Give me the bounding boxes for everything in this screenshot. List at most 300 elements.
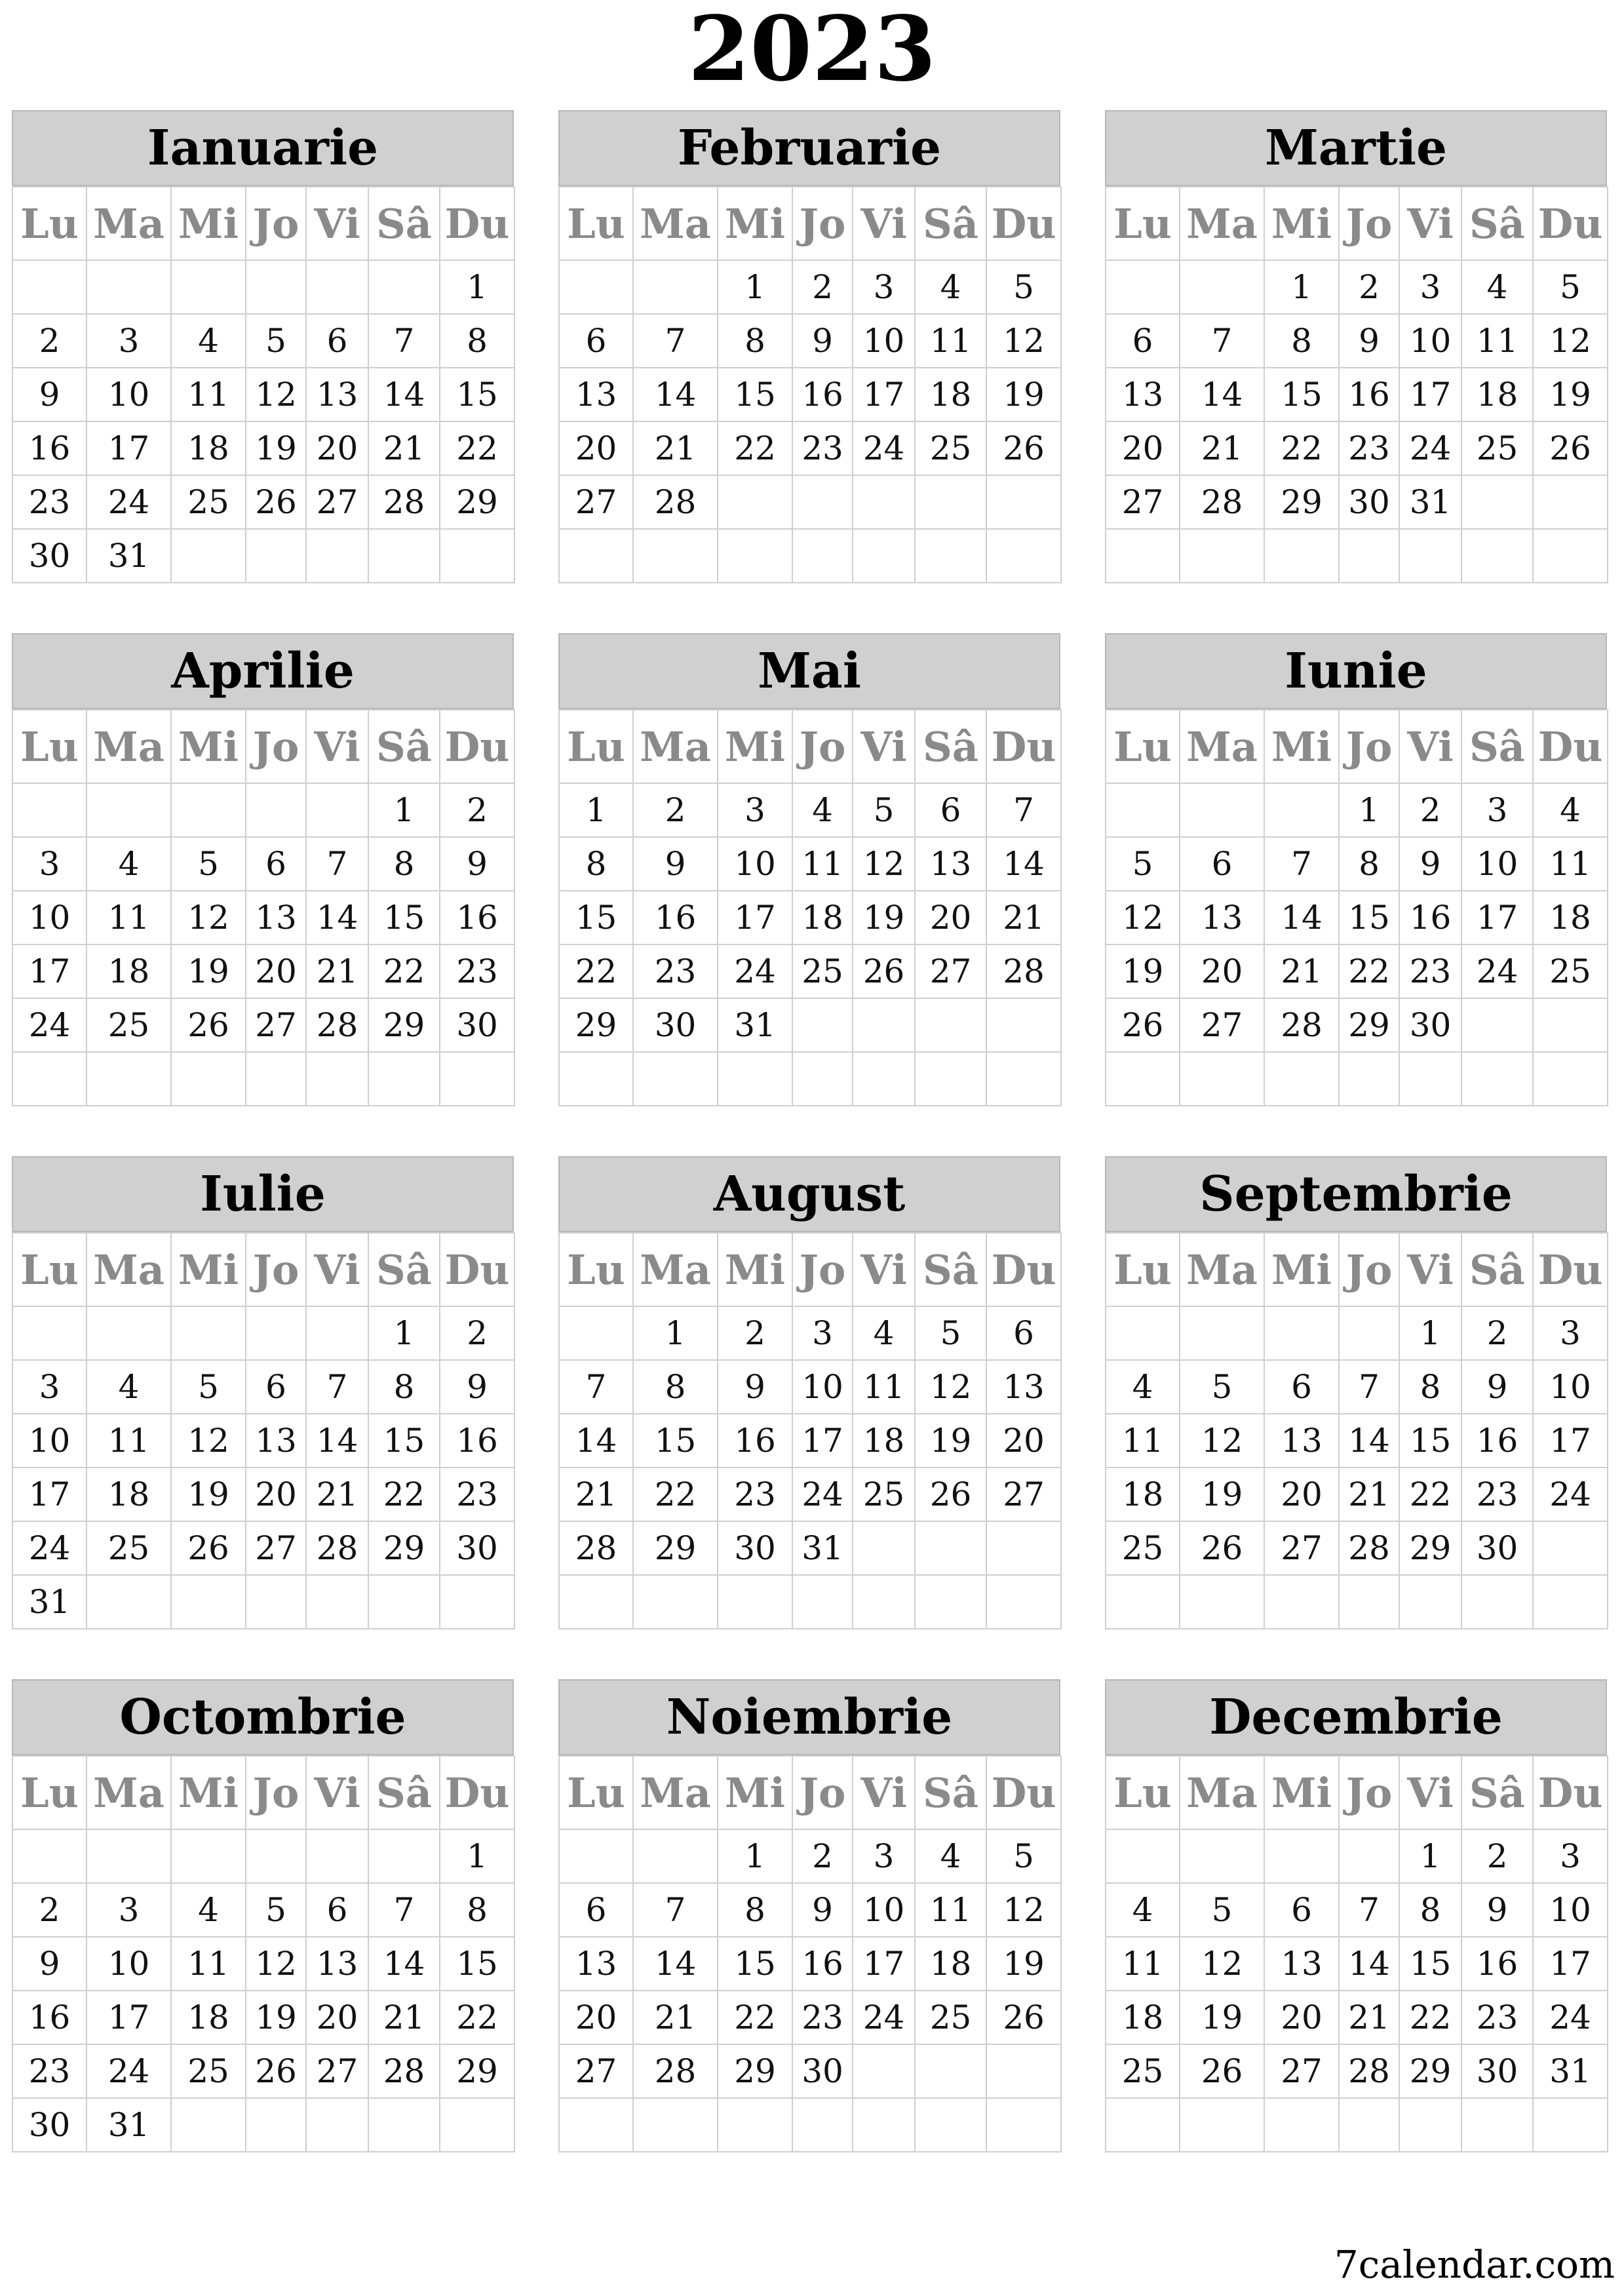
day-cell: 17 <box>792 1414 853 1468</box>
day-cell: 7 <box>368 1883 440 1937</box>
day-cell: 19 <box>853 891 915 944</box>
day-cell: 15 <box>633 1414 718 1468</box>
day-cell: 21 <box>559 1468 633 1521</box>
week-row <box>12 1306 514 1360</box>
weekday-label: Mi <box>1264 1756 1339 1829</box>
day-cell: 20 <box>559 421 633 475</box>
empty-day-cell <box>12 783 87 837</box>
day-cell: 7 <box>559 1360 633 1414</box>
day-cell: 3 <box>1533 1829 1608 1883</box>
day-cell: 16 <box>1339 368 1399 421</box>
weekday-label: Jo <box>792 187 853 260</box>
week-row <box>1106 891 1608 944</box>
weekday-label: Du <box>986 1233 1061 1306</box>
empty-day-cell <box>306 783 368 837</box>
empty-day-cell <box>1533 1575 1608 1629</box>
day-cell: 16 <box>1461 1937 1533 1991</box>
empty-day-cell <box>1106 1306 1180 1360</box>
day-cell: 22 <box>440 1991 514 2044</box>
weekday-label: Sâ <box>368 710 440 783</box>
weekday-label: Ma <box>87 187 171 260</box>
week-row <box>1106 837 1608 891</box>
weekday-label: Lu <box>12 710 87 783</box>
day-cell: 20 <box>1264 1991 1339 2044</box>
empty-day-cell <box>87 1052 171 1106</box>
week-row <box>12 1052 514 1106</box>
empty-day-cell <box>87 1575 171 1629</box>
empty-day-cell <box>1106 529 1180 583</box>
day-cell: 8 <box>440 314 514 368</box>
day-cell: 8 <box>368 837 440 891</box>
empty-day-cell <box>915 529 986 583</box>
empty-day-cell <box>1461 2098 1533 2152</box>
empty-day-cell <box>986 998 1061 1052</box>
day-cell: 21 <box>306 1468 368 1521</box>
day-cell: 9 <box>633 837 718 891</box>
day-cell: 6 <box>246 837 306 891</box>
empty-day-cell <box>171 260 246 314</box>
day-cell: 13 <box>1264 1414 1339 1468</box>
day-cell: 11 <box>853 1360 915 1414</box>
weekday-label: Ma <box>633 1756 718 1829</box>
day-cell: 21 <box>633 421 718 475</box>
day-cell: 12 <box>915 1360 986 1414</box>
week-row <box>559 2044 1061 2098</box>
empty-day-cell <box>986 1521 1061 1575</box>
day-cell: 26 <box>1533 421 1608 475</box>
day-cell: 13 <box>246 891 306 944</box>
day-cell: 20 <box>559 1991 633 2044</box>
day-cell: 14 <box>986 837 1061 891</box>
day-cell: 8 <box>1264 314 1339 368</box>
day-cell: 1 <box>633 1306 718 1360</box>
day-cell: 28 <box>306 1521 368 1575</box>
day-cell: 18 <box>1461 368 1533 421</box>
empty-day-cell <box>1264 1052 1339 1106</box>
day-cell: 1 <box>559 783 633 837</box>
day-cell: 10 <box>1461 837 1533 891</box>
empty-day-cell <box>440 1575 514 1629</box>
weekday-label: Vi <box>306 1756 368 1829</box>
day-cell: 11 <box>1106 1937 1180 1991</box>
day-cell: 13 <box>915 837 986 891</box>
weekday-label: Mi <box>718 1233 792 1306</box>
day-cell: 12 <box>246 368 306 421</box>
week-row <box>1106 1306 1608 1360</box>
day-cell: 25 <box>915 421 986 475</box>
empty-day-cell <box>306 1052 368 1106</box>
weekday-label: Ma <box>87 1233 171 1306</box>
week-row <box>12 944 514 998</box>
day-cell: 23 <box>440 1468 514 1521</box>
day-cell: 11 <box>87 891 171 944</box>
weekday-label: Lu <box>559 1756 633 1829</box>
day-cell: 11 <box>1461 314 1533 368</box>
empty-day-cell <box>246 783 306 837</box>
week-row <box>559 1306 1061 1360</box>
empty-day-cell <box>1533 998 1608 1052</box>
day-cell: 19 <box>915 1414 986 1468</box>
empty-day-cell <box>306 1306 368 1360</box>
day-cell: 17 <box>12 944 87 998</box>
day-cell: 17 <box>853 1937 915 1991</box>
month-name: Aprilie <box>12 633 514 709</box>
weekday-label: Lu <box>12 1756 87 1829</box>
day-cell: 29 <box>559 998 633 1052</box>
day-cell: 27 <box>306 475 368 529</box>
day-cell: 17 <box>12 1468 87 1521</box>
week-row <box>1106 368 1608 421</box>
empty-day-cell <box>1180 260 1264 314</box>
day-cell: 19 <box>1180 1468 1264 1521</box>
day-cell: 23 <box>1339 421 1399 475</box>
day-cell: 27 <box>1264 2044 1339 2098</box>
weekday-header-row <box>559 1233 1061 1306</box>
week-row <box>1106 2098 1608 2152</box>
empty-day-cell <box>1461 1052 1533 1106</box>
week-row <box>1106 421 1608 475</box>
empty-day-cell <box>87 260 171 314</box>
weekday-label: Jo <box>1339 710 1399 783</box>
week-row <box>559 1829 1061 1883</box>
month-grid <box>12 1755 515 2152</box>
week-row <box>559 529 1061 583</box>
day-cell: 10 <box>87 1937 171 1991</box>
day-cell: 30 <box>633 998 718 1052</box>
weekday-label: Jo <box>1339 1756 1399 1829</box>
empty-day-cell <box>986 1052 1061 1106</box>
day-cell: 24 <box>853 1991 915 2044</box>
month-name: Februarie <box>558 110 1060 186</box>
day-cell: 17 <box>853 368 915 421</box>
week-row <box>12 998 514 1052</box>
week-row <box>1106 1052 1608 1106</box>
day-cell: 25 <box>87 1521 171 1575</box>
day-cell: 15 <box>559 891 633 944</box>
weekday-label: Ma <box>633 710 718 783</box>
weekday-label: Lu <box>559 710 633 783</box>
month-grid <box>1105 1755 1608 2152</box>
weekday-header-row <box>1106 710 1608 783</box>
day-cell: 15 <box>440 368 514 421</box>
empty-day-cell <box>171 783 246 837</box>
day-cell: 9 <box>440 1360 514 1414</box>
weekday-header-row <box>12 1233 514 1306</box>
day-cell: 9 <box>1339 314 1399 368</box>
day-cell: 2 <box>12 1883 87 1937</box>
day-cell: 23 <box>12 475 87 529</box>
weekday-label: Lu <box>559 187 633 260</box>
day-cell: 27 <box>1106 475 1180 529</box>
day-cell: 31 <box>87 529 171 583</box>
day-cell: 22 <box>559 944 633 998</box>
weekday-label: Jo <box>246 1756 306 1829</box>
week-row <box>559 891 1061 944</box>
day-cell: 9 <box>1461 1883 1533 1937</box>
day-cell: 4 <box>87 837 171 891</box>
day-cell: 5 <box>915 1306 986 1360</box>
day-cell: 10 <box>718 837 792 891</box>
weekday-label: Mi <box>171 710 246 783</box>
day-cell: 7 <box>1339 1883 1399 1937</box>
day-cell: 21 <box>986 891 1061 944</box>
day-cell: 6 <box>1264 1883 1339 1937</box>
week-row <box>559 475 1061 529</box>
weekday-label: Du <box>1533 710 1608 783</box>
weekday-label: Ma <box>87 710 171 783</box>
day-cell: 12 <box>1180 1414 1264 1468</box>
day-cell: 21 <box>1339 1991 1399 2044</box>
empty-day-cell <box>1339 1575 1399 1629</box>
weekday-header-row <box>559 1756 1061 1829</box>
weekday-header-row <box>1106 187 1608 260</box>
day-cell: 30 <box>718 1521 792 1575</box>
day-cell: 27 <box>559 2044 633 2098</box>
week-row <box>12 314 514 368</box>
week-row <box>559 1883 1061 1937</box>
empty-day-cell <box>440 1052 514 1106</box>
empty-day-cell <box>718 1052 792 1106</box>
day-cell: 1 <box>1264 260 1339 314</box>
month-name: Martie <box>1105 110 1607 186</box>
day-cell: 15 <box>440 1937 514 1991</box>
day-cell: 23 <box>440 944 514 998</box>
weekday-label: Lu <box>1106 187 1180 260</box>
day-cell: 27 <box>1180 998 1264 1052</box>
year-title: 2023 <box>687 0 937 102</box>
empty-day-cell <box>1264 1575 1339 1629</box>
weekday-label: Jo <box>792 710 853 783</box>
day-cell: 11 <box>1106 1414 1180 1468</box>
empty-day-cell <box>1106 260 1180 314</box>
day-cell: 12 <box>1180 1937 1264 1991</box>
day-cell: 8 <box>718 314 792 368</box>
week-row <box>1106 1360 1608 1414</box>
day-cell: 18 <box>853 1414 915 1468</box>
empty-day-cell <box>87 783 171 837</box>
week-row <box>559 1414 1061 1468</box>
day-cell: 24 <box>12 998 87 1052</box>
empty-day-cell <box>1180 2098 1264 2152</box>
week-row <box>12 475 514 529</box>
month-februarie <box>558 110 1060 583</box>
day-cell: 16 <box>792 368 853 421</box>
week-row <box>559 998 1061 1052</box>
day-cell: 14 <box>633 1937 718 1991</box>
day-cell: 24 <box>1533 1991 1608 2044</box>
weekday-header-row <box>12 1756 514 1829</box>
weekday-header-row <box>12 710 514 783</box>
day-cell: 24 <box>792 1468 853 1521</box>
weekday-header-row <box>559 710 1061 783</box>
day-cell: 4 <box>915 1829 986 1883</box>
empty-day-cell <box>1399 2098 1461 2152</box>
day-cell: 28 <box>633 2044 718 2098</box>
day-cell: 21 <box>368 1991 440 2044</box>
day-cell: 26 <box>171 1521 246 1575</box>
day-cell: 6 <box>306 1883 368 1937</box>
day-cell: 18 <box>915 1937 986 1991</box>
day-cell: 7 <box>633 1883 718 1937</box>
day-cell: 12 <box>853 837 915 891</box>
day-cell: 29 <box>1399 2044 1461 2098</box>
day-cell: 23 <box>718 1468 792 1521</box>
day-cell: 2 <box>440 783 514 837</box>
empty-day-cell <box>559 529 633 583</box>
day-cell: 27 <box>306 2044 368 2098</box>
month-grid <box>1105 1232 1608 1629</box>
day-cell: 28 <box>1180 475 1264 529</box>
day-cell: 9 <box>718 1360 792 1414</box>
empty-day-cell <box>12 1829 87 1883</box>
empty-day-cell <box>368 529 440 583</box>
day-cell: 11 <box>915 1883 986 1937</box>
empty-day-cell <box>171 529 246 583</box>
empty-day-cell <box>1180 1052 1264 1106</box>
day-cell: 23 <box>12 2044 87 2098</box>
weekday-header-row <box>1106 1233 1608 1306</box>
day-cell: 1 <box>718 260 792 314</box>
month-mai <box>558 633 1060 1106</box>
day-cell: 22 <box>368 944 440 998</box>
day-cell: 16 <box>633 891 718 944</box>
day-cell: 12 <box>986 1883 1061 1937</box>
empty-day-cell <box>87 1829 171 1883</box>
day-cell: 26 <box>246 475 306 529</box>
day-cell: 24 <box>87 475 171 529</box>
day-cell: 13 <box>1106 368 1180 421</box>
month-grid <box>558 709 1062 1106</box>
day-cell: 18 <box>87 1468 171 1521</box>
empty-day-cell <box>246 1306 306 1360</box>
day-cell: 17 <box>1399 368 1461 421</box>
day-cell: 9 <box>440 837 514 891</box>
empty-day-cell <box>1180 1306 1264 1360</box>
day-cell: 26 <box>853 944 915 998</box>
day-cell: 27 <box>915 944 986 998</box>
empty-day-cell <box>1399 1052 1461 1106</box>
weekday-label: Jo <box>246 1233 306 1306</box>
empty-day-cell <box>633 260 718 314</box>
week-row <box>559 368 1061 421</box>
week-row <box>1106 260 1608 314</box>
empty-day-cell <box>1106 2098 1180 2152</box>
day-cell: 11 <box>915 314 986 368</box>
empty-day-cell <box>718 529 792 583</box>
day-cell: 5 <box>246 314 306 368</box>
day-cell: 29 <box>1264 475 1339 529</box>
weekday-label: Vi <box>853 187 915 260</box>
day-cell: 17 <box>87 1991 171 2044</box>
week-row <box>559 1360 1061 1414</box>
empty-day-cell <box>1180 1829 1264 1883</box>
empty-day-cell <box>1533 475 1608 529</box>
day-cell: 25 <box>792 944 853 998</box>
day-cell: 5 <box>171 837 246 891</box>
day-cell: 11 <box>1533 837 1608 891</box>
day-cell: 5 <box>986 260 1061 314</box>
weekday-label: Mi <box>171 1756 246 1829</box>
day-cell: 20 <box>306 421 368 475</box>
empty-day-cell <box>718 1575 792 1629</box>
empty-day-cell <box>246 1575 306 1629</box>
week-row <box>559 1937 1061 1991</box>
day-cell: 19 <box>1180 1991 1264 2044</box>
week-row <box>12 2098 514 2152</box>
day-cell: 1 <box>718 1829 792 1883</box>
day-cell: 27 <box>246 1521 306 1575</box>
day-cell: 27 <box>986 1468 1061 1521</box>
week-row <box>1106 529 1608 583</box>
weekday-label: Mi <box>1264 710 1339 783</box>
day-cell: 21 <box>306 944 368 998</box>
week-row <box>12 837 514 891</box>
day-cell: 17 <box>87 421 171 475</box>
day-cell: 2 <box>1461 1306 1533 1360</box>
day-cell: 18 <box>171 421 246 475</box>
day-cell: 9 <box>792 314 853 368</box>
month-iunie <box>1105 633 1607 1106</box>
week-row <box>12 1991 514 2044</box>
day-cell: 8 <box>440 1883 514 1937</box>
day-cell: 7 <box>306 837 368 891</box>
day-cell: 28 <box>1264 998 1339 1052</box>
day-cell: 29 <box>440 2044 514 2098</box>
weekday-label: Jo <box>246 710 306 783</box>
day-cell: 4 <box>171 314 246 368</box>
empty-day-cell <box>853 1521 915 1575</box>
empty-day-cell <box>915 475 986 529</box>
day-cell: 11 <box>792 837 853 891</box>
day-cell: 7 <box>306 1360 368 1414</box>
empty-day-cell <box>915 1575 986 1629</box>
empty-day-cell <box>1461 475 1533 529</box>
day-cell: 28 <box>633 475 718 529</box>
day-cell: 15 <box>1339 891 1399 944</box>
day-cell: 13 <box>986 1360 1061 1414</box>
day-cell: 20 <box>246 1468 306 1521</box>
empty-day-cell <box>559 1829 633 1883</box>
day-cell: 21 <box>1180 421 1264 475</box>
day-cell: 23 <box>792 421 853 475</box>
empty-day-cell <box>633 2098 718 2152</box>
empty-day-cell <box>306 529 368 583</box>
empty-day-cell <box>1461 1575 1533 1629</box>
day-cell: 25 <box>1461 421 1533 475</box>
weekday-label: Ma <box>1180 1233 1264 1306</box>
weekday-label: Jo <box>1339 187 1399 260</box>
day-cell: 8 <box>368 1360 440 1414</box>
day-cell: 19 <box>1533 368 1608 421</box>
day-cell: 31 <box>792 1521 853 1575</box>
month-name: Ianuarie <box>12 110 514 186</box>
day-cell: 14 <box>1180 368 1264 421</box>
day-cell: 26 <box>1106 998 1180 1052</box>
week-row <box>559 421 1061 475</box>
month-grid <box>12 709 515 1106</box>
empty-day-cell <box>559 1575 633 1629</box>
empty-day-cell <box>853 475 915 529</box>
day-cell: 16 <box>792 1937 853 1991</box>
day-cell: 19 <box>171 1468 246 1521</box>
week-row <box>1106 1829 1608 1883</box>
day-cell: 11 <box>171 368 246 421</box>
weekday-label: Vi <box>1399 1233 1461 1306</box>
empty-day-cell <box>1106 1575 1180 1629</box>
weekday-header-row <box>559 187 1061 260</box>
day-cell: 6 <box>1106 314 1180 368</box>
empty-day-cell <box>246 1829 306 1883</box>
